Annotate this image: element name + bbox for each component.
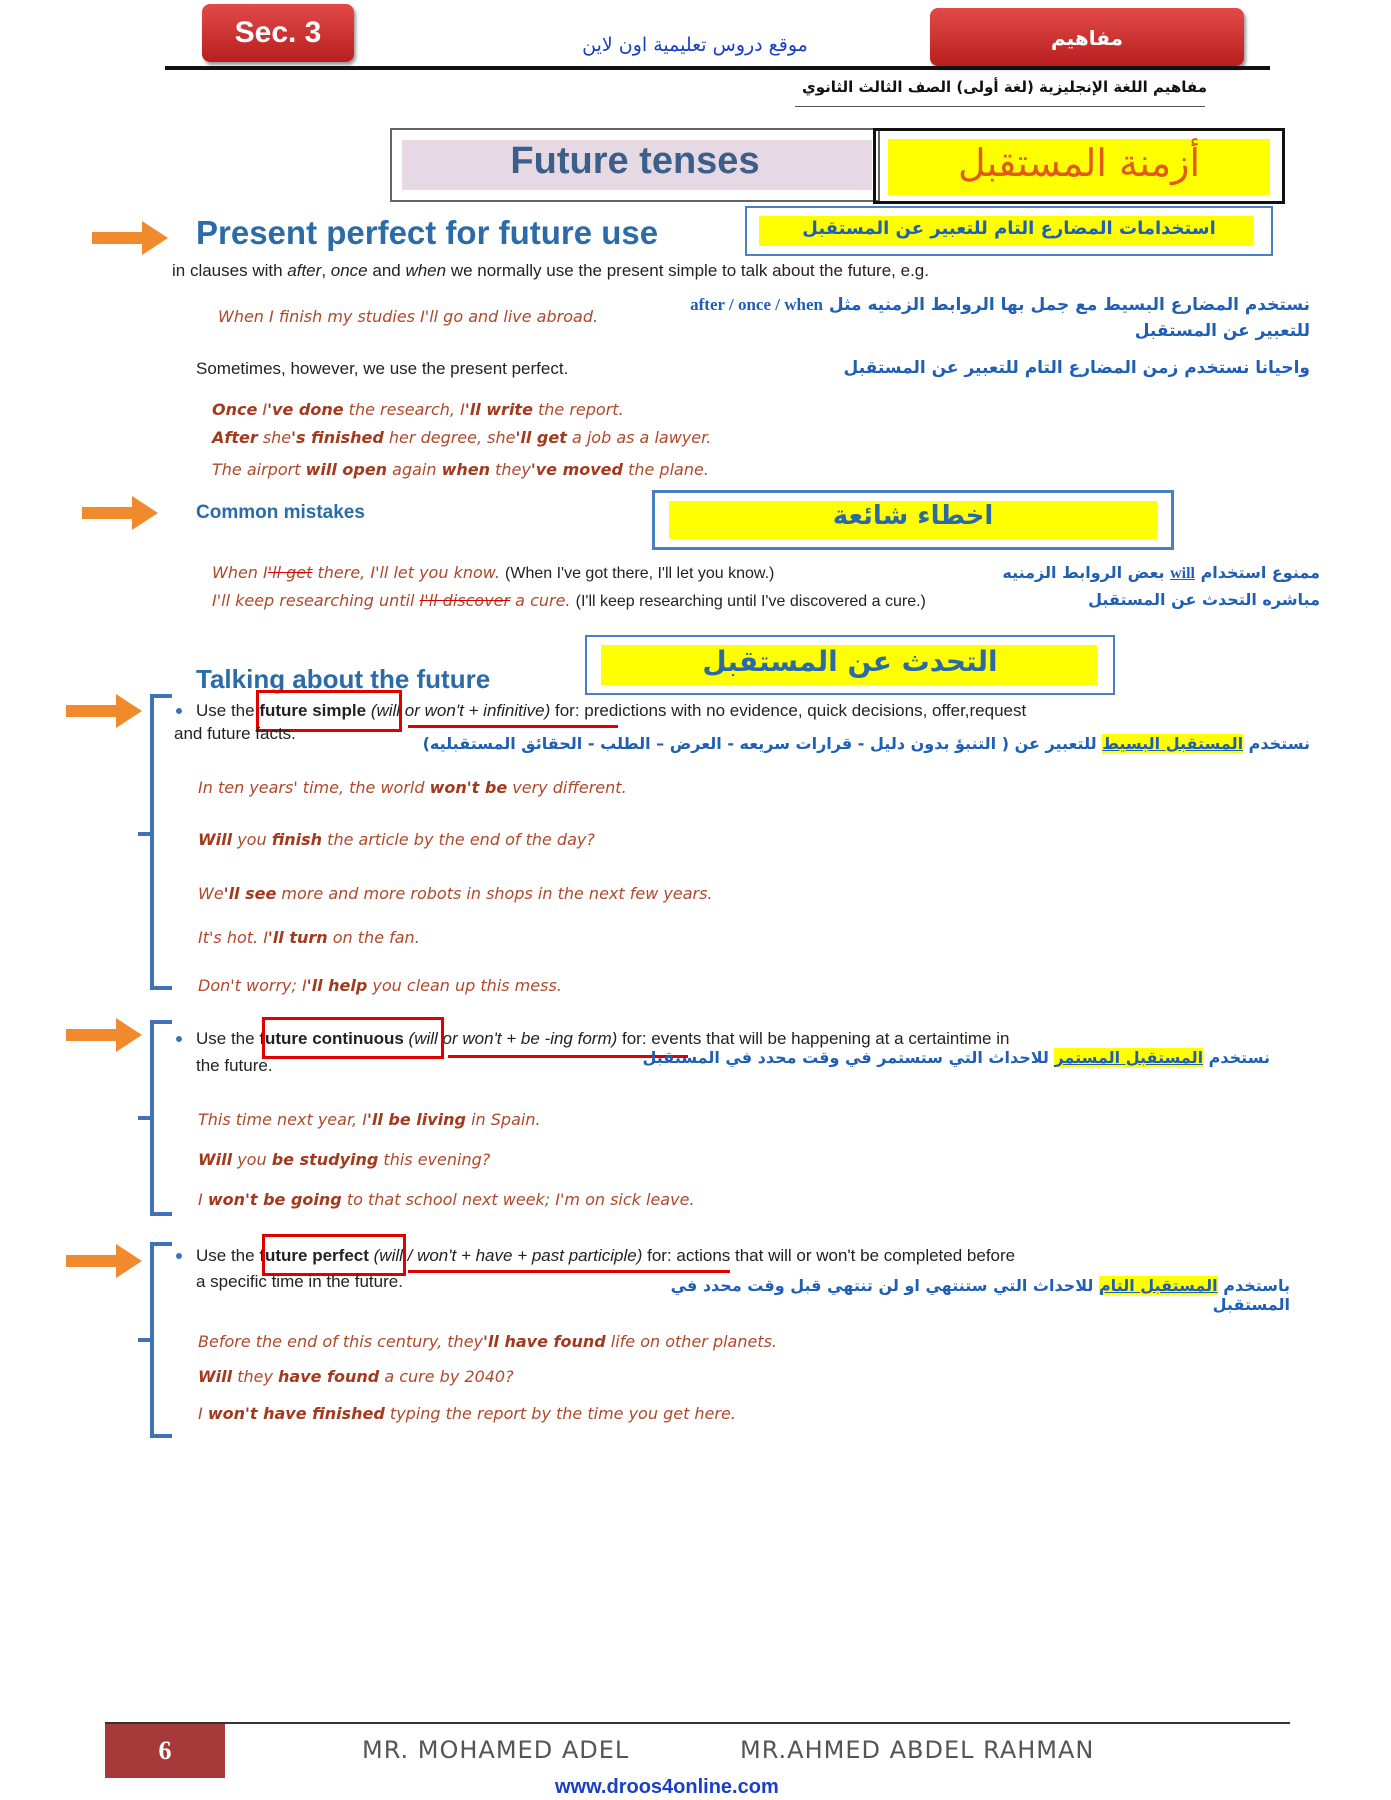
tense-desc: for: actions that will or won't be completed before (642, 1246, 1016, 1265)
ar-note-will: will (1170, 565, 1195, 582)
example-once (212, 400, 624, 419)
footer-rule (105, 1722, 1290, 1724)
talking-heading: Talking about the future (196, 664, 491, 694)
section1-ar-heading: استخدامات المضارع التام للتعبير عن المستقبل (802, 218, 1216, 239)
ex-part: won't have finished (207, 1404, 385, 1423)
ex-part: finish (271, 830, 323, 849)
ex-part: you clean up this mess. (367, 976, 562, 995)
title-en-box (390, 128, 880, 202)
simple-ex1 (198, 778, 627, 797)
ar-highlight: المستقبل البسيط (1102, 734, 1244, 753)
bullet-icon (176, 1036, 182, 1042)
continuous-ex2 (198, 1150, 490, 1169)
simple-ex3 (198, 884, 713, 903)
mistakes-ar-box (652, 490, 1174, 550)
use-text: Use the (196, 701, 255, 720)
ex-part: 'll write (464, 400, 533, 419)
mistakes-ar-heading: اخطاء شائعة (832, 501, 994, 531)
ex-part: Will (198, 1150, 233, 1169)
arrow-icon (92, 219, 170, 257)
ex-part: very different. (507, 778, 627, 797)
ar-note1a: نستخدم المضارع البسيط مع جمل بها الروابط الزمنيه مثل (828, 295, 1310, 315)
ex-part: the research, I (343, 400, 465, 419)
ex-part: life on other planets. (605, 1332, 778, 1351)
ex-part: 'll see (223, 884, 277, 903)
ex-part: the report. (532, 400, 624, 419)
intro-pre: in clauses with (172, 261, 288, 280)
mistake-2 (212, 591, 926, 611)
ex-part: In ten years' time, the world (198, 778, 430, 797)
ex-part: they (232, 1367, 279, 1386)
mistake-strike: I'll discover (419, 591, 511, 610)
ar-note1c: للتعبير عن المستقبل (1134, 321, 1310, 341)
simple-ex2 (198, 830, 595, 849)
perfect-ex3 (198, 1404, 736, 1423)
ex-part: Once (212, 400, 258, 419)
sec-badge: Sec. 3 (202, 4, 354, 62)
section1-heading: Present perfect for future use (196, 214, 659, 251)
ex-part: After (212, 428, 258, 447)
ex-part: you (232, 830, 272, 849)
ex-part: on the fan. (327, 928, 420, 947)
perfect-ex2 (198, 1367, 514, 1386)
tense-name: future continuous (259, 1029, 404, 1048)
ar-highlight: المستقبل المستمر (1054, 1048, 1204, 1067)
author-1: MR. MOHAMED ADEL (362, 1736, 630, 1764)
tense-form: (will or won't + be -ing form) (408, 1029, 618, 1048)
ex-part: they (490, 460, 531, 479)
ex-part: won't be going (207, 1190, 342, 1209)
section1-ar-note1 (650, 292, 1310, 344)
footer-website-link[interactable]: www.droos4online.com (555, 1776, 779, 1798)
bracket-icon (132, 1240, 180, 1440)
ex-part: again (387, 460, 442, 479)
mistake-part: there, I'll let you know. (312, 563, 500, 582)
use-text: Use the (196, 1029, 255, 1048)
example-airport (212, 460, 709, 479)
tense-name: future simple (259, 701, 367, 720)
page-number: 6 (158, 1736, 172, 1765)
underline-mark (408, 725, 618, 728)
ex-part: typing the report by the time you get here. (384, 1404, 736, 1423)
ex-part: will open (305, 460, 388, 479)
ex-part: Don't worry; I (198, 976, 307, 995)
continuous-ar-note (620, 1048, 1270, 1067)
ex-part: This time next year, I (198, 1110, 367, 1129)
sometimes-text: Sometimes, however, we use the present perfect. (196, 359, 569, 378)
ex-part: the article by the end of the day? (322, 830, 595, 849)
header-rule (165, 66, 1270, 70)
mistake-correct: (I'll keep researching until I've discovered a cure.) (575, 593, 926, 610)
ex-part: 'll turn (267, 928, 328, 947)
intro-post: we normally use the present simple to talk about the future, e.g. (446, 261, 929, 280)
tense-desc: for: predictions with no evidence, quick decisions, offer,request (550, 701, 1027, 720)
mistakes-ar-note (960, 560, 1320, 613)
tense-name: future perfect (259, 1246, 369, 1265)
talking-ar-heading: التحدث عن المستقبل (702, 645, 998, 678)
intro-after: after (287, 261, 322, 280)
ex-part: 've moved (530, 460, 623, 479)
tense-form: (will / won't + have + past participle) (373, 1246, 643, 1265)
ar-note-a: ممنوع استخدام (1200, 563, 1320, 582)
ex-part: to that school next week; I'm on sick leave. (341, 1190, 695, 1209)
subtitle-rule (795, 106, 1205, 107)
title-en: Future tenses (510, 140, 760, 182)
bracket-icon (132, 1018, 180, 1218)
page-number-box (105, 1724, 225, 1778)
ex-part: I (198, 1190, 208, 1209)
simple-line2: and future facts. (174, 724, 296, 743)
author-2: MR.AHMED ABDEL RAHMAN (740, 1736, 1095, 1764)
ar-highlight: المستقبل التام (1098, 1276, 1218, 1295)
title-ar: أزمنة المستقبل (957, 141, 1201, 185)
ex-part: in Spain. (466, 1110, 541, 1129)
ex-part: 'll have found (483, 1332, 606, 1351)
ex-part: 's finished (291, 428, 384, 447)
ex-part: be studying (271, 1150, 379, 1169)
intro-when: when (405, 261, 447, 280)
intro-and: and (367, 261, 406, 280)
ex-part: have found (278, 1367, 380, 1386)
ex-part: you (232, 1150, 272, 1169)
ex-part: The airport (212, 460, 306, 479)
ex-part: when (441, 460, 491, 479)
ex-part: won't be (429, 778, 508, 797)
ar-part: نستخدم (1208, 1048, 1270, 1067)
simple-ar-note (420, 734, 1310, 753)
bracket-icon (132, 692, 180, 992)
arrow-icon (82, 494, 160, 532)
continuous-ex3 (198, 1190, 695, 1209)
continuous-ex1 (198, 1110, 541, 1129)
concepts-badge: مفاهيم (930, 8, 1244, 66)
mistake-correct: (When I've got there, I'll let you know.) (505, 565, 775, 582)
simple-ex4 (198, 928, 420, 947)
ex-part: the plane. (622, 460, 709, 479)
ar-note-c: مباشره التحدث عن المستقبل (1088, 590, 1320, 609)
bullet-icon (176, 1253, 182, 1259)
use-text: Use the (196, 1246, 255, 1265)
ex-part: a job as a lawyer. (566, 428, 712, 447)
mistake-strike: 'll get (267, 563, 313, 582)
ex-part: I (257, 400, 268, 419)
bullet-icon (176, 708, 182, 714)
ar-part: باستخدم (1223, 1276, 1290, 1295)
ex-part: her degree, she (383, 428, 516, 447)
title-ar-box (873, 128, 1285, 204)
ex-part: Will (198, 830, 233, 849)
ex-part: she (257, 428, 292, 447)
section1-intro (172, 261, 929, 281)
header-subtitle: مفاهيم اللغة الإنجليزية (لغة أولى) الصف الثالث الثانوي (801, 78, 1207, 96)
intro-once: once (330, 261, 368, 280)
mistake-part: a cure. (510, 591, 571, 610)
ar-part: للاحداث التي ستستمر في وقت محدد في المستقبل (642, 1048, 1049, 1067)
ex-part: this evening? (378, 1150, 491, 1169)
mistake-part: I'll keep researching until (212, 591, 420, 610)
tense-form: (will or won't + infinitive) (370, 701, 551, 720)
simple-ex5 (198, 976, 562, 995)
ex-part: 'll help (306, 976, 368, 995)
mistake-1 (212, 563, 774, 583)
ex-part: 'll be living (366, 1110, 466, 1129)
section1-ar-note2: واحيانا نستخدم زمن المضارع التام للتعبير عن المستقبل (843, 358, 1310, 378)
ar-note-b: بعض الروابط الزمنيه (1002, 563, 1165, 582)
perfect-ar-note (600, 1276, 1290, 1314)
ex-part: 'll get (515, 428, 567, 447)
continuous-line2: the future. (196, 1056, 273, 1075)
ex-part: It's hot. I (198, 928, 268, 947)
tense-desc: for: events that will be happening at a certaintime in (617, 1029, 1010, 1048)
ar-part: للتعبير عن ( التنبؤ بدون دليل - قرارات سريعه - العرض – الطلب - الحقائق المستقبليه) (422, 734, 1097, 753)
ar-part: نستخدم (1248, 734, 1310, 753)
ex-part: Will (198, 1367, 233, 1386)
site-name: موقع دروس تعليمية اون لاين (582, 34, 808, 56)
highlight-box (262, 1017, 444, 1059)
ar-part: للاحداث التي ستنتهي او لن تنتهي قبل وقت محدد في المستقبل (670, 1276, 1290, 1314)
intro-sep: , (321, 261, 331, 280)
talking-ar-box (585, 635, 1115, 695)
mistake-part: When I (212, 563, 268, 582)
section1-ar-box (745, 206, 1273, 256)
ex-part: I (198, 1404, 208, 1423)
ar-note1b: after / once / when (690, 295, 823, 314)
ex-part: We (198, 884, 224, 903)
highlight-box (262, 1234, 406, 1276)
ex-part: 've done (267, 400, 344, 419)
underline-mark (408, 1270, 730, 1273)
example-after (212, 428, 711, 447)
ex-part: more and more robots in shops in the next few years. (276, 884, 713, 903)
section1-example1: When I finish my studies I'll go and live abroad. (218, 307, 599, 326)
ex-part: a cure by 2040? (379, 1367, 514, 1386)
perfect-ex1 (198, 1332, 777, 1351)
ex-part: Before the end of this century, they (198, 1332, 484, 1351)
mistakes-heading: Common mistakes (196, 502, 365, 523)
perfect-line2: a specific time in the future. (196, 1272, 403, 1291)
